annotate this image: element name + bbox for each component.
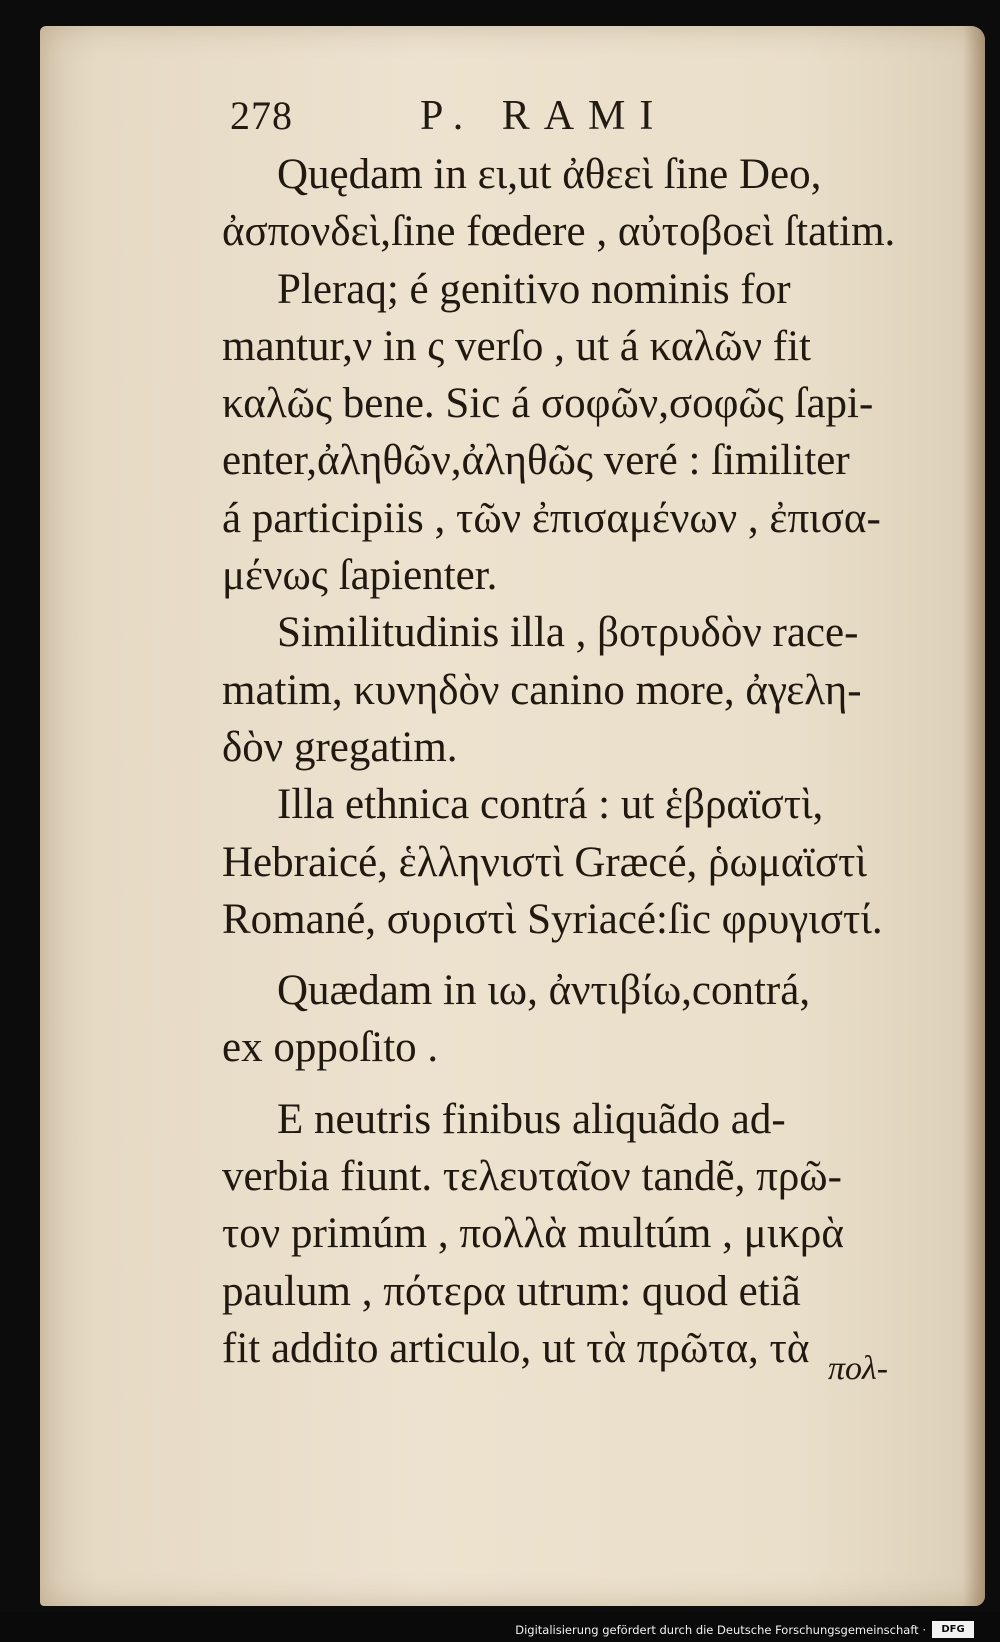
text-line: καλῶς bene. Sic á σοφῶν,σοφῶς ſapi- — [222, 380, 874, 428]
text-line: ex oppoſito . — [222, 1024, 439, 1072]
page-header — [230, 92, 790, 152]
text-line: Pleraq; é genitivo nominis for — [277, 265, 791, 313]
paragraph-gap — [222, 948, 902, 962]
text-line: ἀσπονδεὶ,ſine fœdere , αὐτοβοεὶ ſtatim. — [222, 208, 896, 256]
text-line: verbia fiunt. τελευταῖον tandẽ, πρῶ- — [222, 1153, 842, 1201]
text-line: Quædam in ιω, ἀντιβίω,contrá, — [277, 967, 811, 1015]
text-line: mantur,ν in ς verſo , ut á καλῶν fit — [222, 322, 812, 370]
page-number: 278 — [230, 93, 293, 138]
catchword: πολ- — [828, 1350, 889, 1387]
text-line: á participiis , τῶν ἐπισαμένων , ἐπισα- — [222, 494, 881, 542]
text-line: fit addito articulo, ut τὰ πρῶτα, τὰ — [222, 1324, 810, 1372]
text-line: matim, κυνηδὸν canino more, ἀγελη- — [222, 666, 862, 714]
text-line: paulum , πότερα utrum: quod etiã — [222, 1267, 801, 1315]
dfg-logo: DFG — [932, 1621, 974, 1638]
page-edge-shadow — [963, 26, 985, 1606]
digitization-credit: Digitalisierung gefördert durch die Deutsche Forschungsgemeinschaft · — [515, 1623, 926, 1637]
text-line: Hebraicé, ἑλληνιστὶ Græcé, ῥωμαϊστὶ — [222, 838, 867, 886]
text-line: Similitudinis illa , βοτρυδὸν race- — [277, 609, 859, 657]
text-line: enter,ἀληθῶν,ἀληθῶς veré : ſimiliter — [222, 437, 850, 485]
running-head: P. RAMI — [420, 93, 668, 139]
text-line: Illa ethnica contrá : ut ἑβραϊστὶ, — [277, 781, 824, 829]
text-line: E neutris finibus aliquãdo ad- — [277, 1095, 786, 1143]
body-text — [222, 146, 902, 1377]
text-line: δὸν gregatim. — [222, 723, 458, 771]
text-line: τον primúm , πολλὰ multúm , μικρὰ — [222, 1210, 844, 1258]
text-line: Romané, συριστὶ Syriacé:ſic φρυγιστί. — [222, 895, 883, 943]
text-line: Quędam in ει,ut ἀθεεὶ ſine Deo, — [277, 151, 822, 198]
paragraph-gap — [222, 1077, 902, 1091]
text-line: μένως ſapienter. — [222, 552, 498, 600]
